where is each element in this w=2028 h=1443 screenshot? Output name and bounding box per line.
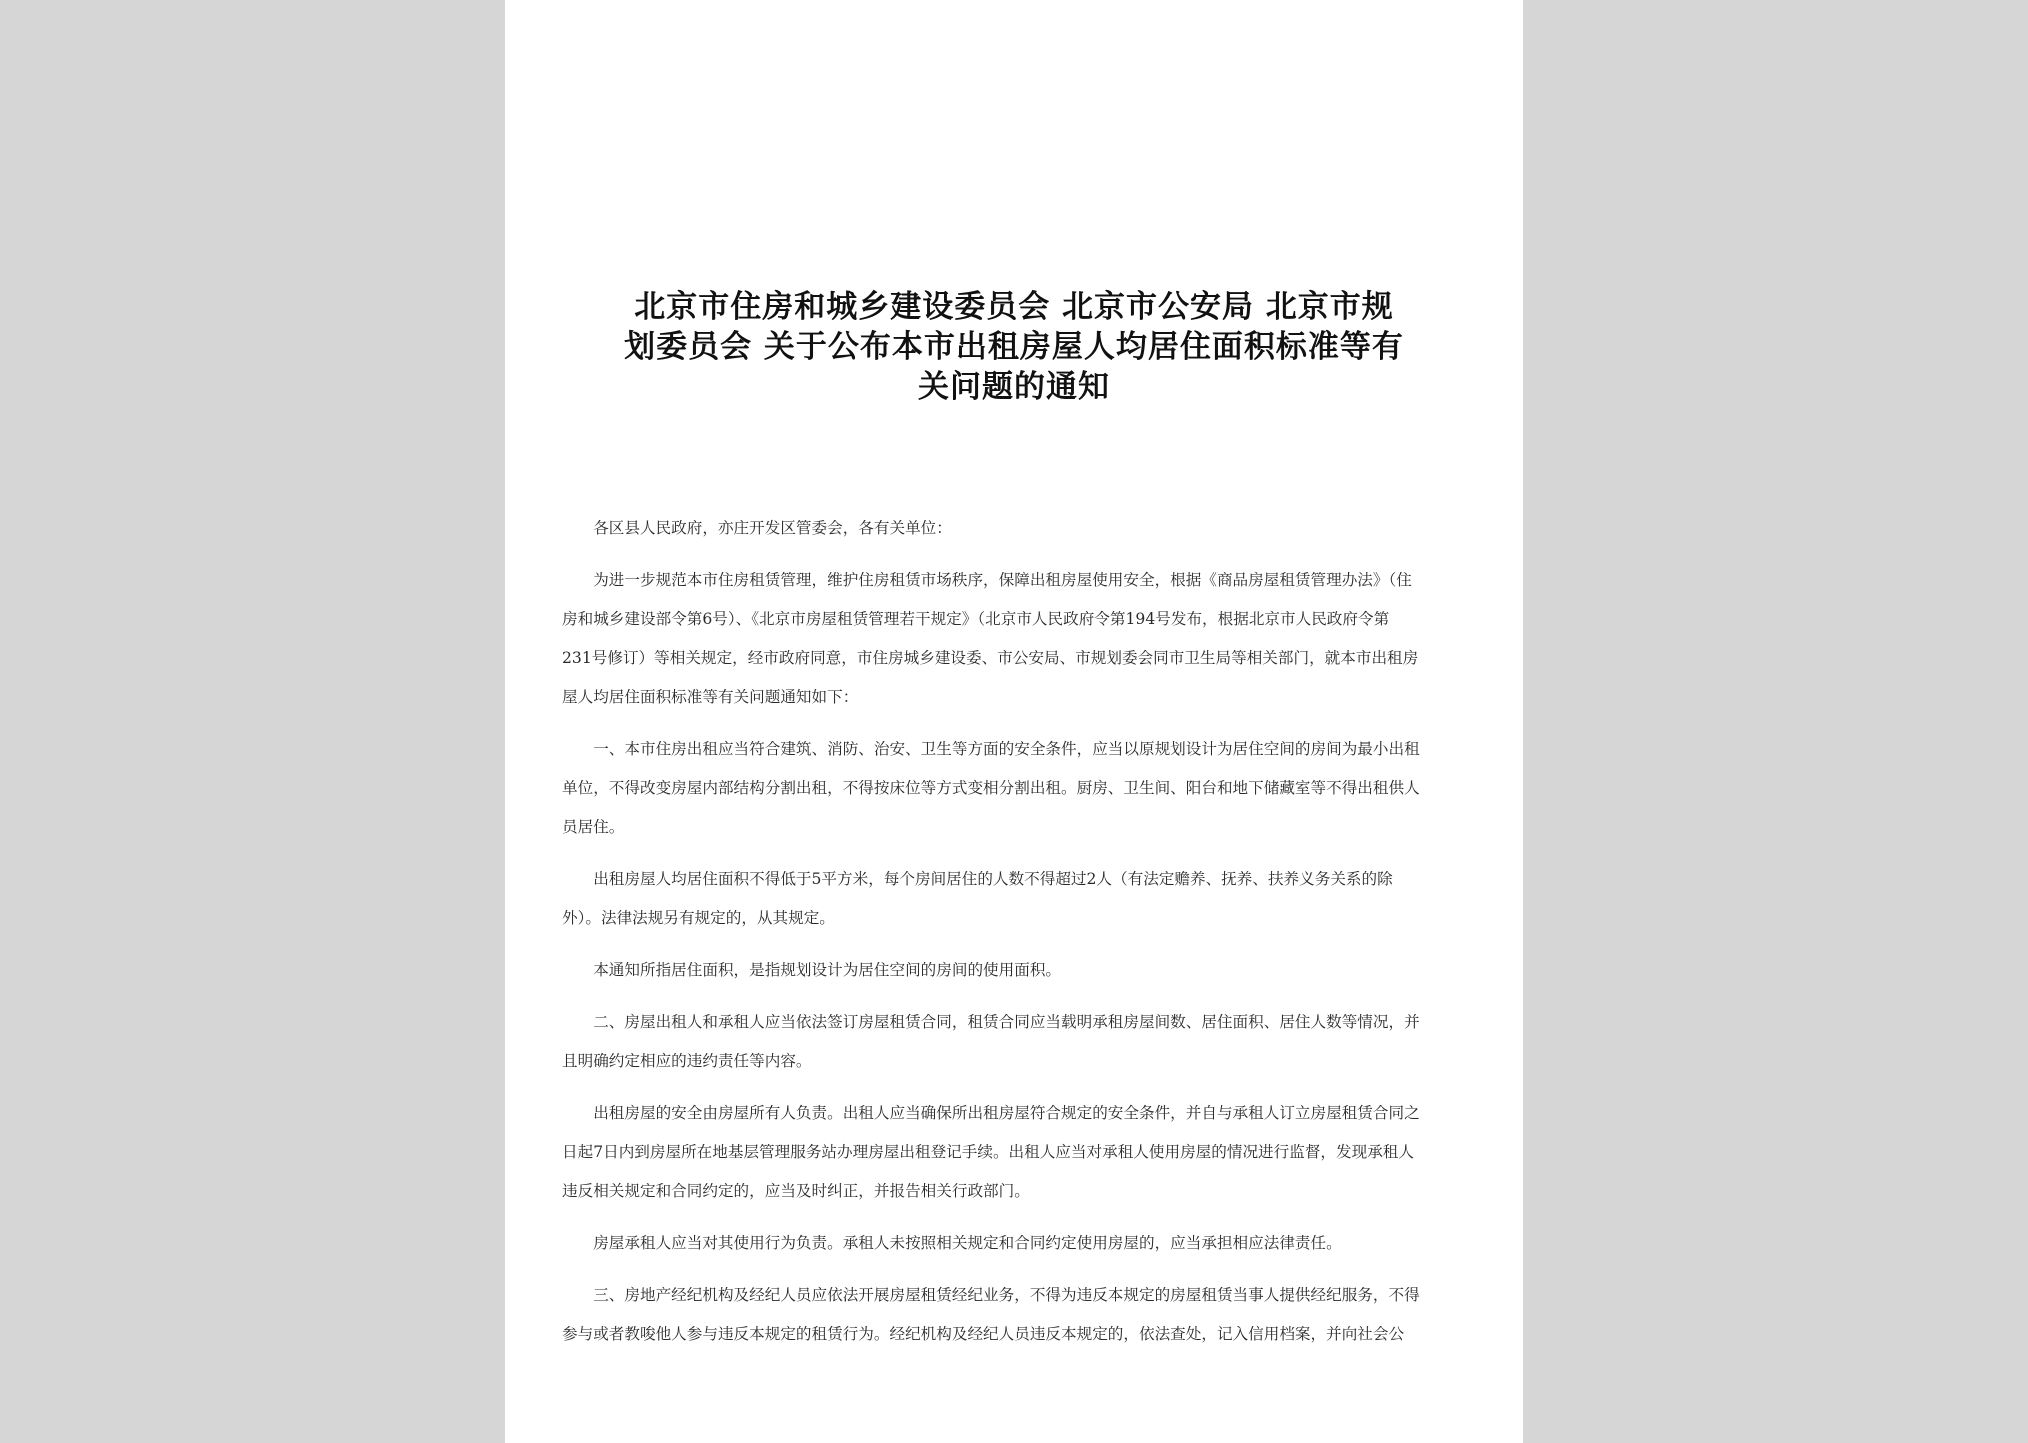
text-line: 本通知所指居住面积，是指规划设计为居住空间的房间的使用面积。 (593, 961, 1062, 979)
title-line: 划委员会 关于公布本市出租房屋人均居住面积标准等有 (624, 329, 1404, 365)
text-line: 日起7日内到房屋所在地基层管理服务站办理房屋出租登记手续。出租人应当对承租人使用房屋的情况进行监督，发现承租人 (562, 1143, 1414, 1161)
text-line: 员居住。 (562, 818, 625, 836)
section-one-paragraph (562, 730, 1466, 847)
text-line: 二、房屋出租人和承租人应当依法签订房屋租赁合同，租赁合同应当载明承租房屋间数、居住面积、居住人数等情况，并 (593, 1013, 1420, 1031)
text-line: 单位，不得改变房屋内部结构分割出租，不得按床位等方式变相分割出租。厨房、卫生间、阳台和地下储藏室等不得出租供人 (562, 779, 1420, 797)
area-standard-paragraph (562, 860, 1466, 938)
text-line: 出租房屋人均居住面积不得低于5平方米，每个房间居住的人数不得超过2人（有法定赡养、抚养、扶养义务关系的除 (593, 870, 1393, 888)
document-body (562, 509, 1466, 1367)
document-page (505, 0, 1523, 1443)
title-line: 北京市住房和城乡建设委员会 北京市公安局 北京市规 (634, 289, 1394, 325)
text-line: 屋人均居住面积标准等有关问题通知如下： (562, 688, 859, 706)
definition-paragraph (562, 951, 1466, 990)
text-line: 外）。法律法规另有规定的，从其规定。 (562, 909, 835, 927)
section-three-paragraph (562, 1276, 1466, 1354)
text-line: 且明确约定相应的违约责任等内容。 (562, 1052, 812, 1070)
text-line: 各区县人民政府，亦庄开发区管委会，各有关单位： (593, 519, 952, 537)
text-line: 231号修订）等相关规定，经市政府同意，市住房城乡建设委、市公安局、市规划委会同市卫生局等相关部门，就本市出租房 (562, 649, 1419, 667)
section-two-paragraph (562, 1003, 1466, 1081)
landlord-duty-paragraph (562, 1094, 1466, 1211)
document-title (555, 287, 1473, 407)
title-line: 关问题的通知 (918, 369, 1110, 405)
intro-paragraph (562, 561, 1466, 717)
tenant-duty-paragraph (562, 1224, 1466, 1263)
text-line: 三、房地产经纪机构及经纪人员应依法开展房屋租赁经纪业务，不得为违反本规定的房屋租赁当事人提供经纪服务，不得 (593, 1286, 1420, 1304)
text-line: 出租房屋的安全由房屋所有人负责。出租人应当确保所出租房屋符合规定的安全条件，并自与承租人订立房屋租赁合同之 (593, 1104, 1420, 1122)
text-line: 房和城乡建设部令第6号）、《北京市房屋租赁管理若干规定》（北京市人民政府令第194号发布，根据北京市人民政府令第 (562, 610, 1390, 628)
text-line: 参与或者教唆他人参与违反本规定的租赁行为。经纪机构及经纪人员违反本规定的，依法查处，记入信用档案，并向社会公 (562, 1325, 1405, 1343)
text-line: 为进一步规范本市住房租赁管理，维护住房租赁市场秩序，保障出租房屋使用安全，根据《商品房屋租赁管理办法》（住 (593, 571, 1412, 589)
text-line: 违反相关规定和合同约定的，应当及时纠正，并报告相关行政部门。 (562, 1182, 1030, 1200)
text-line: 一、本市住房出租应当符合建筑、消防、治安、卫生等方面的安全条件，应当以原规划设计为居住空间的房间为最小出租 (593, 740, 1420, 758)
salutation-paragraph (562, 509, 1466, 548)
text-line: 房屋承租人应当对其使用行为负责。承租人未按照相关规定和合同约定使用房屋的，应当承担相应法律责任。 (593, 1234, 1342, 1252)
